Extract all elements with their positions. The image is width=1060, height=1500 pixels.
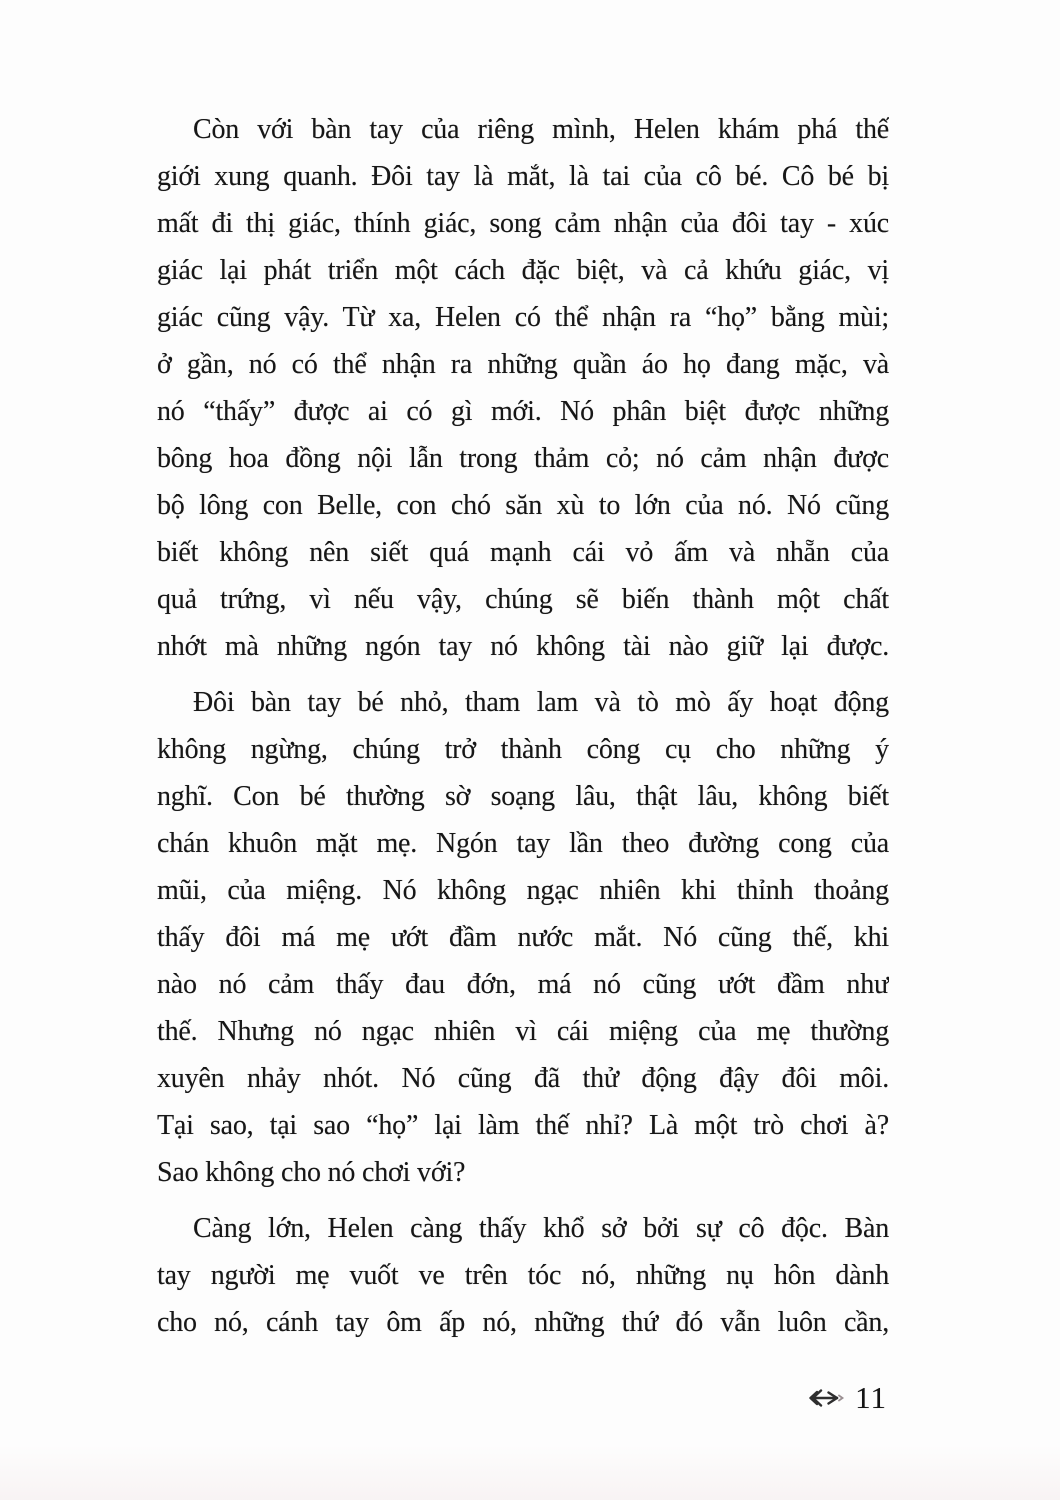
text-line: xuyên nhảy nhót. Nó cũng đã thử động đậy đôi môi. xyxy=(157,1063,889,1094)
arrow-ornament-icon xyxy=(808,1387,846,1409)
paragraph xyxy=(157,1205,889,1346)
text-line: nó “thấy” được ai có gì mới. Nó phân biệt được những xyxy=(157,396,889,427)
text-line: quả trứng, vì nếu vậy, chúng sẽ biến thành một chất xyxy=(157,584,889,615)
page-footer xyxy=(808,1380,887,1416)
text-line: nào nó cảm thấy đau đớn, má nó cũng ướt đầm như xyxy=(157,969,889,1000)
text-line: không ngừng, chúng trở thành công cụ cho những ý xyxy=(157,734,889,765)
text-line: ở gần, nó có thể nhận ra những quần áo họ đang mặc, và xyxy=(157,349,889,380)
paragraph xyxy=(157,679,889,1196)
text-line: mũi, của miệng. Nó không ngạc nhiên khi thỉnh thoảng xyxy=(157,875,889,906)
text-line: biết không nên siết quá mạnh cái vỏ ấm và nhẵn của xyxy=(157,537,889,568)
text-line: Sao không cho nó chơi với? xyxy=(157,1157,466,1188)
page-number: 11 xyxy=(855,1380,887,1415)
text-line: Càng lớn, Helen càng thấy khổ sở bởi sự cô độc. Bàn xyxy=(193,1213,889,1244)
text-line: giới xung quanh. Đôi tay là mắt, là tai của cô bé. Cô bé bị xyxy=(157,161,889,192)
scan-noise-artifact xyxy=(0,1445,1060,1500)
text-line: nhớt mà những ngón tay nó không tài nào giữ lại được. xyxy=(157,631,889,662)
page-text xyxy=(157,106,889,1346)
text-line: nghĩ. Con bé thường sờ soạng lâu, thật lâu, không biết xyxy=(157,781,889,812)
text-line: mất đi thị giác, thính giác, song cảm nhận của đôi tay - xúc xyxy=(157,208,889,239)
text-line: thấy đôi má mẹ ướt đầm nước mắt. Nó cũng thế, khi xyxy=(157,922,889,953)
text-line: bộ lông con Belle, con chó săn xù to lớn của nó. Nó cũng xyxy=(157,490,889,521)
text-line: tay người mẹ vuốt ve trên tóc nó, những nụ hôn dành xyxy=(157,1260,889,1291)
text-line: Còn với bàn tay của riêng mình, Helen khám phá thế xyxy=(193,114,889,145)
text-line: cho nó, cánh tay ôm ấp nó, những thứ đó vẫn luôn cần, xyxy=(157,1307,889,1338)
text-line: thế. Nhưng nó ngạc nhiên vì cái miệng của mẹ thường xyxy=(157,1016,889,1047)
text-line: bông hoa đồng nội lẫn trong thảm cỏ; nó cảm nhận được xyxy=(157,443,889,474)
text-line: Đôi bàn tay bé nhỏ, tham lam và tò mò ấy hoạt động xyxy=(193,687,889,718)
text-line: chán khuôn mặt mẹ. Ngón tay lần theo đường cong của xyxy=(157,828,889,859)
text-line: giác lại phát triển một cách đặc biệt, và cả khứu giác, vị xyxy=(157,255,889,286)
paragraph xyxy=(157,106,889,670)
text-line: giác cũng vậy. Từ xa, Helen có thể nhận ra “họ” bằng mùi; xyxy=(157,302,889,333)
text-line: Tại sao, tại sao “họ” lại làm thế nhỉ? Là một trò chơi à? xyxy=(157,1110,889,1141)
